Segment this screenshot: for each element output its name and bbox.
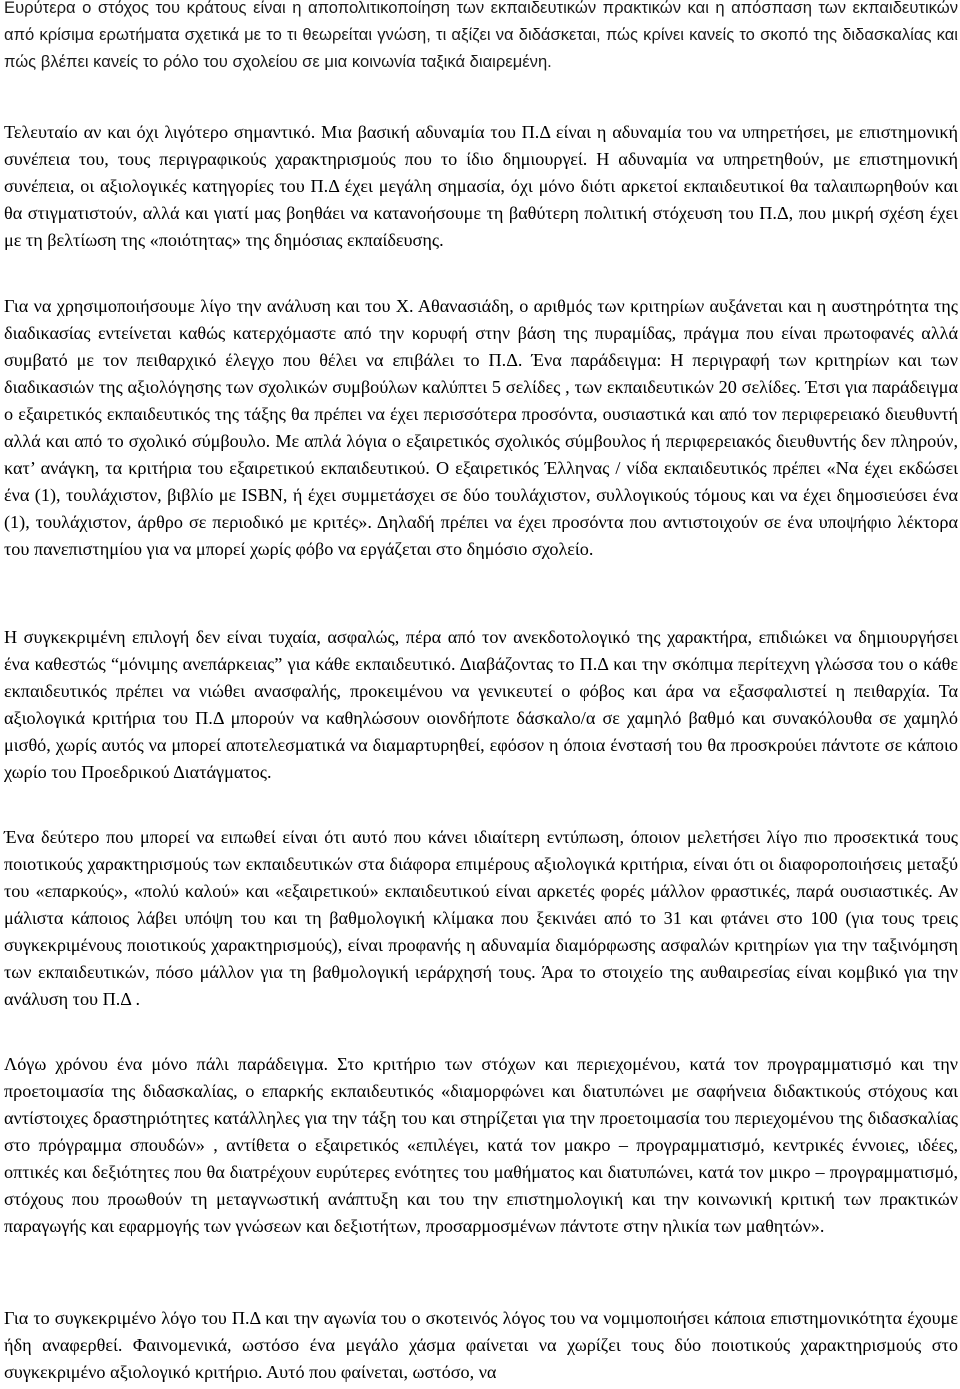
paragraph-3: Για να χρησιμοποιήσουμε λίγο την ανάλυση και του Χ. Αθανασιάδη, ο αριθμός των κριτηρίων αυξάνεται και η αυστηρότητα της διαδικασίας εντείνεται καθώς κατερχόμαστε από την κορυφή στην βάση της πυραμίδας, πράγμα που είναι πρωτοφανές αλλά συμβατό με τον πειθαρχικό έλεγχο που θέλει να επιβάλει το Π.Δ. Ένα παράδειγμα: Η περιγραφή των κριτηρίων και των διαδικασιών της αξιολόγησης των σχολικών συμβούλων καλύπτει 5 σελίδες , των εκπαιδευτικών 20 σελίδες. Έτσι για παράδειγμα ο εξαιρετικός εκπαιδευτικός της τάξης θα πρέπει να έχει περισσότερα προσόντα, ουσιαστικά και από τον περιφερειακό διευθυντή αλλά και από το σχολικό σύμβουλο. Με απλά λόγια ο εξαιρετικός σχολικός σύμβουλος ή περιφερειακός διευθυντής δεν πληρούν, κατ’ ανάγκη, τα κριτήρια του εξαιρετικού εκπαιδευτικού. Ο εξαιρετικός Έλληνας / νίδα εκπαιδευτικός πρέπει «Να έχει εκδώσει ένα (1), τουλάχιστον, βιβλίο με ISBN, ή έχει συμμετάσχει σε δύο τουλάχιστον, συλλογικούς τόμους και να έχει δημοσιεύσει ένα (1), τουλάχιστον, άρθρο σε περιοδικό με κριτές». Δηλαδή πρέπει να έχει προσόντα που αντιστοιχούν σε ένα υποψήφιο λέκτορα του πανεπιστημίου για να μπορεί χωρίς φόβο να εργάζεται στο δημόσιο σχολείο. bbox=[4, 296, 958, 559]
paragraph-6: Λόγω χρόνου ένα μόνο πάλι παράδειγμα. Στο κριτήριο των στόχων και περιεχομένου, κατά τον προγραμματισμό και την προετοιμασία της διδασκαλίας, ο επαρκής εκπαιδευτικός «διαμορφώνει και διατυπώνει με σαφήνεια διδακτικούς στόχους και αντίστοιχες δραστηριότητες κατάλληλες για την τάξη του και στηρίζεται για την προετοιμασία του περιεχομένου της διδασκαλίας στο πρόγραμμα σπουδών» , αντίθετα ο εξαιρετικός «επιλέγει, κατά τον μακρο – προγραμματισμό, κεντρικές έννοιες, ιδέες, οπτικές και δεξιότητες που θα διατρέχουν ευρύτερες ενότητες του μαθήματος και διατυπώνει, κατά τον μικρο – προγραμματισμό, στόχους που προωθούν τη μεταγνωστική ανάπτυξη και του την επιστημολογική και την κοινωνική κριτική των πρακτικών παραγωγής και εφαρμογής των γνώσεων και δεξιοτήτων, προσαρμοσμένων πάντοτε στην ηλικία των μαθητών». bbox=[4, 1054, 958, 1236]
paragraph-5: Ένα δεύτερο που μπορεί να ειπωθεί είναι ότι αυτό που κάνει ιδιαίτερη εντύπωση, όποιον μελετήσει λίγο πιο προσεκτικά τους ποιοτικούς χαρακτηρισμούς των εκπαιδευτικών στα διάφορα επιμέρους αξιολογικά κριτήρια, είναι ότι οι διαφοροποιήσεις μεταξύ του «επαρκούς», «πολύ καλού» και «εξαιρετικού» εκπαιδευτικού είναι αρκετές φορές μάλλον φραστικές, παρά ουσιαστικές. Αν μάλιστα κάποιος λάβει υπόψη του και τη βαθμολογική κλίμακα που ξεκινάει από το 31 και φτάνει στο 100 (για τους τρεις συγκεκριμένους ποιοτικούς χαρακτηρισμούς), είναι προφανής η αδυναμία διαμόρφωσης ασφαλών κριτηρίων για την ταξινόμηση των εκπαιδευτικών, πόσο μάλλον για τη βαθμολογική ιεράρχησή τους. Άρα το στοιχείο της αυθαιρεσίας είναι κομβικό για την ανάλυση του Π.Δ . bbox=[4, 827, 958, 1009]
paragraph-7: Για το συγκεκριμένο λόγο του Π.Δ και την αγωνία του ο σκοτεινός λόγος του να νομιμοποιήσει κάποια επιστημονικότητα έχουμε ήδη αναφερθεί. Φαινομενικά, ωστόσο ένα μεγάλο χάσμα φαίνεται να χωρίζει τους δύο ποιοτικούς χαρακτηρισμούς στο συγκεκριμένο αξιολογικό κριτήριο. Αυτό που φαίνεται, ωστόσο, να bbox=[4, 1308, 958, 1382]
paragraph-1: Ευρύτερα ο στόχος του κράτους είναι η αποπολιτικοποίηση των εκπαιδευτικών πρακτικών και η απόσπαση των εκπαιδευτικών από κρίσιμα ερωτήματα σχετικά με το τι θεωρείται γνώση, τι αξίζει να διδάσκεται, πώς κρίνει κανείς το σκοπό της διδασκαλίας και πώς βλέπει κανείς το ρόλο του σχολείου σε μια κοινωνία ταξικά διαιρεμένη. bbox=[4, 0, 958, 71]
paragraph-2: Τελευταίο αν και όχι λιγότερο σημαντικό. Μια βασική αδυναμία του Π.Δ είναι η αδυναμία του να υπηρετήσει, με επιστημονική συνέπεια του, τους περιγραφικούς χαρακτηρισμούς που το ίδιο δημιουργεί. Η αδυναμία να υπηρετηθούν, με επιστημονική συνέπεια, οι αξιολογικές κατηγορίες του Π.Δ έχει μεγάλη σημασία, όχι μόνο διότι αρκετοί εκπαιδευτικοί θα ταλαιπωρηθούν και θα στιγματιστούν, αλλά και γιατί μας βοηθάει να κατανοήσουμε τη βαθύτερη πολιτική στόχευση του Π.Δ, που μικρή σχέση έχει με τη βελτίωση της «ποιότητας» της δημόσιας εκπαίδευσης. bbox=[4, 122, 958, 250]
paragraph-4: Η συγκεκριμένη επιλογή δεν είναι τυχαία, ασφαλώς, πέρα από τον ανεκδοτολογικό της χαρακτήρα, επιδιώκει να δημιουργήσει ένα καθεστώς “μόνιμης ανεπάρκειας” για κάθε εκπαιδευτικό. Διαβάζοντας το Π.Δ και την σκόπιμα περίτεχνη γλώσσα του ο κάθε εκπαιδευτικός πρέπει να νιώθει ανασφαλής, προκειμένου να γενικευτεί ο φόβος και άρα να εξασφαλιστεί η πειθαρχία. Τα αξιολογικά κριτήρια του Π.Δ μπορούν να καθηλώσουν οιονδήποτε δάσκαλο/α σε χαμηλό βαθμό και συνακόλουθα σε χαμηλό μισθό, χωρίς αυτός να μπορεί αποτελεσματικά να διαμαρτυρηθεί, εφόσον η όποια ένστασή του θα προσκρούει πάντοτε σε κάποιο χωρίο του Προεδρικού Διατάγματος. bbox=[4, 627, 958, 782]
